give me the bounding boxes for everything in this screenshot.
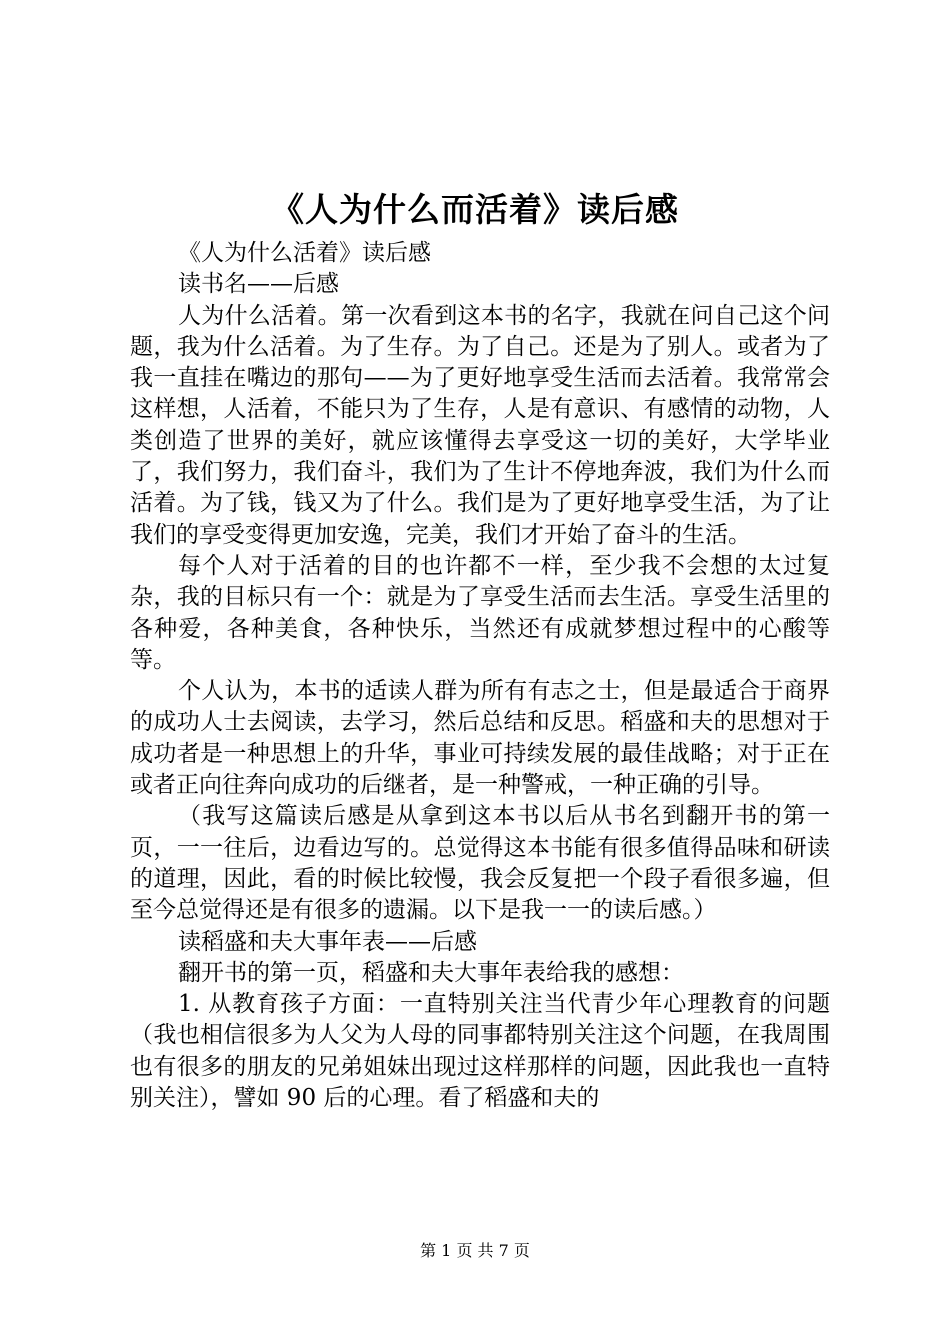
paragraph: 翻开书的第一页，稻盛和夫大事年表给我的感想： [178, 959, 684, 986]
document-body [130, 238, 830, 1114]
paragraph: 个人认为，本书的适读人群为所有有志之士，但是最适合于商界的成功人士去阅读，去学习，然后总结和反思。稻盛和夫的思想对于成功者是一种思想上的升华，事业可持续发展的最佳战略；对于正在或者正向往奔向成功的后继者，是一种警戒，一种正确的引导。 [130, 678, 830, 799]
document-title: 《人为什么而活着》读后感 [271, 190, 679, 229]
paragraph: （我写这篇读后感是从拿到这本书以后从书名到翻开书的第一页，一一往后，边看边写的。总觉得这本书能有很多值得品味和研读的道理，因此，看的时候比较慢，我会反复把一个段子看很多遍，但至今总觉得还是有很多的遗漏。以下是我一一的读后感。） [130, 803, 830, 924]
paragraph-section-heading: 读书名——后感 [178, 271, 339, 298]
paragraph-list-item: 1. 从教育孩子方面：一直特别关注当代青少年心理教育的问题（我也相信很多为人父为人母的同事都特别关注这个问题，在我周围也有很多的朋友的兄弟姐妹出现过这样那样的问题，因此我也一直特别关注），譬如 90 后的心理。看了稻盛和夫的 [130, 991, 830, 1112]
paragraph-section-heading: 读稻盛和夫大事年表——后感 [178, 928, 477, 955]
paragraph-book-heading: 《人为什么活着》读后感 [178, 240, 431, 266]
paragraph: 每个人对于活着的目的也许都不一样，至少我不会想的太过复杂，我的目标只有一个：就是为了享受生活而去生活。享受生活里的各种爱，各种美食，各种快乐，当然还有成就梦想过程中的心酸等等。 [130, 552, 830, 673]
paragraph: 人为什么活着。第一次看到这本书的名字，我就在问自己这个问题，我为什么活着。为了生存。为了自己。还是为了别人。或者为了我一直挂在嘴边的那句——为了更好地享受生活而去活着。我常常会这样想，人活着，不能只为了生存，人是有意识、有感情的动物，人类创造了世界的美好，就应该懂得去享受这一切的美好，大学毕业了，我们努力，我们奋斗，我们为了生计不停地奔波，我们为什么而活着。为了钱，钱又为了什么。我们是为了更好地享受生活，为了让我们的享受变得更加安逸，完美，我们才开始了奋斗的生活。 [130, 302, 830, 548]
page-footer: 第 1 页 共 7 页 [420, 1241, 530, 1260]
